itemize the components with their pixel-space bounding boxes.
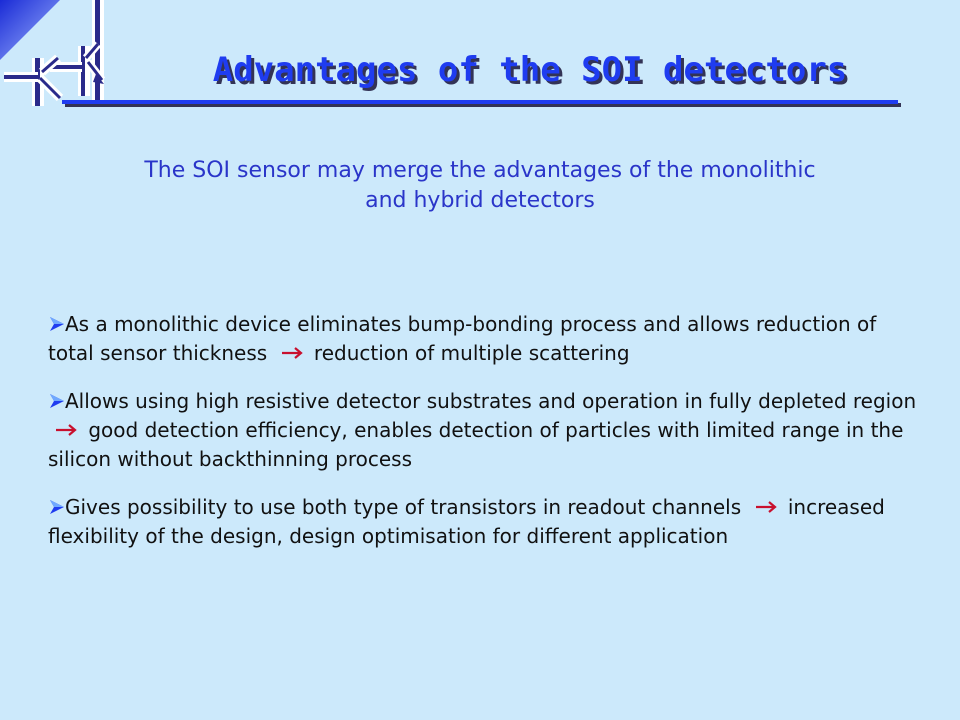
implies-arrow-icon — [274, 345, 308, 361]
subtitle-line-1: The SOI sensor may merge the advantages of the monolithic — [144, 158, 816, 183]
bullet-text-before: As a monolithic device eliminates bump-bonding process and allows reduction of total sensor thickness — [48, 312, 877, 365]
bullet-arrow-icon — [50, 393, 64, 409]
bullet-item — [48, 493, 918, 551]
bullet-text-after: increased flexibility of the design, design optimisation for different application — [48, 495, 885, 548]
bullet-text-before: Allows using high resistive detector substrates and operation in fully depleted region — [65, 389, 917, 413]
page-title: Advantages of the SOI detectors — [212, 50, 848, 90]
bullet-text-before: Gives possibility to use both type of transistors in readout channels — [65, 495, 748, 519]
bullet-item — [48, 310, 918, 368]
bullet-item — [48, 387, 918, 474]
bullet-arrow-icon — [50, 316, 64, 332]
title-underline — [62, 100, 898, 104]
slide-subtitle — [40, 156, 920, 216]
subtitle-line-2: and hybrid detectors — [365, 188, 595, 213]
bullet-text-after: good detection efficiency, enables detection of particles with limited range in the silicon without backthinning process — [48, 418, 904, 471]
bullet-list — [48, 310, 918, 570]
implies-arrow-icon — [748, 499, 782, 515]
transistor-logo-icon — [0, 0, 110, 110]
bullet-arrow-icon — [50, 499, 64, 515]
implies-arrow-icon — [48, 422, 82, 438]
bullet-text-after: reduction of multiple scattering — [307, 341, 630, 365]
